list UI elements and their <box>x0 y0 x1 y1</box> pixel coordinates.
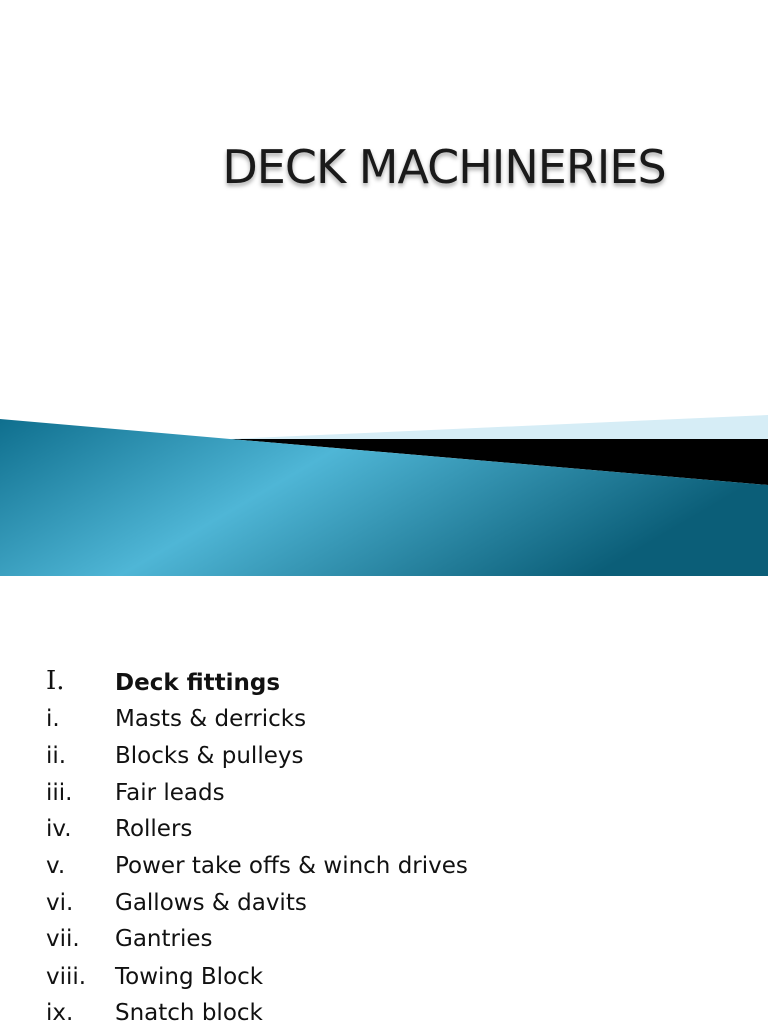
item-text: Power take offs & winch drives <box>115 853 468 879</box>
item-number: v. <box>46 853 66 879</box>
item-text: Masts & derricks <box>115 706 307 732</box>
banner-light-stripe <box>230 415 768 439</box>
item-text: Gantries <box>115 926 213 952</box>
item-text: Towing Block <box>115 964 264 990</box>
item-number: vi. <box>46 890 74 916</box>
slide-title: DECK MACHINERIES <box>222 140 666 194</box>
item-number: ix. <box>46 1000 74 1024</box>
item-text: Gallows & davits <box>115 890 307 916</box>
item-text: Fair leads <box>115 780 225 806</box>
content-slide <box>0 576 768 1024</box>
item-number: i. <box>46 706 60 732</box>
item-number: viii. <box>46 964 87 990</box>
item-number: iv. <box>46 816 72 842</box>
item-number: vii. <box>46 926 80 952</box>
item-number: ii. <box>46 743 67 769</box>
item-text: Rollers <box>115 816 193 842</box>
decorative-banner <box>0 405 768 576</box>
heading-number: I. <box>46 666 65 696</box>
item-text: Blocks & pulleys <box>115 743 304 769</box>
item-text: Snatch block <box>115 1000 263 1024</box>
item-number: iii. <box>46 780 73 806</box>
heading-text: Deck fittings <box>115 670 281 696</box>
